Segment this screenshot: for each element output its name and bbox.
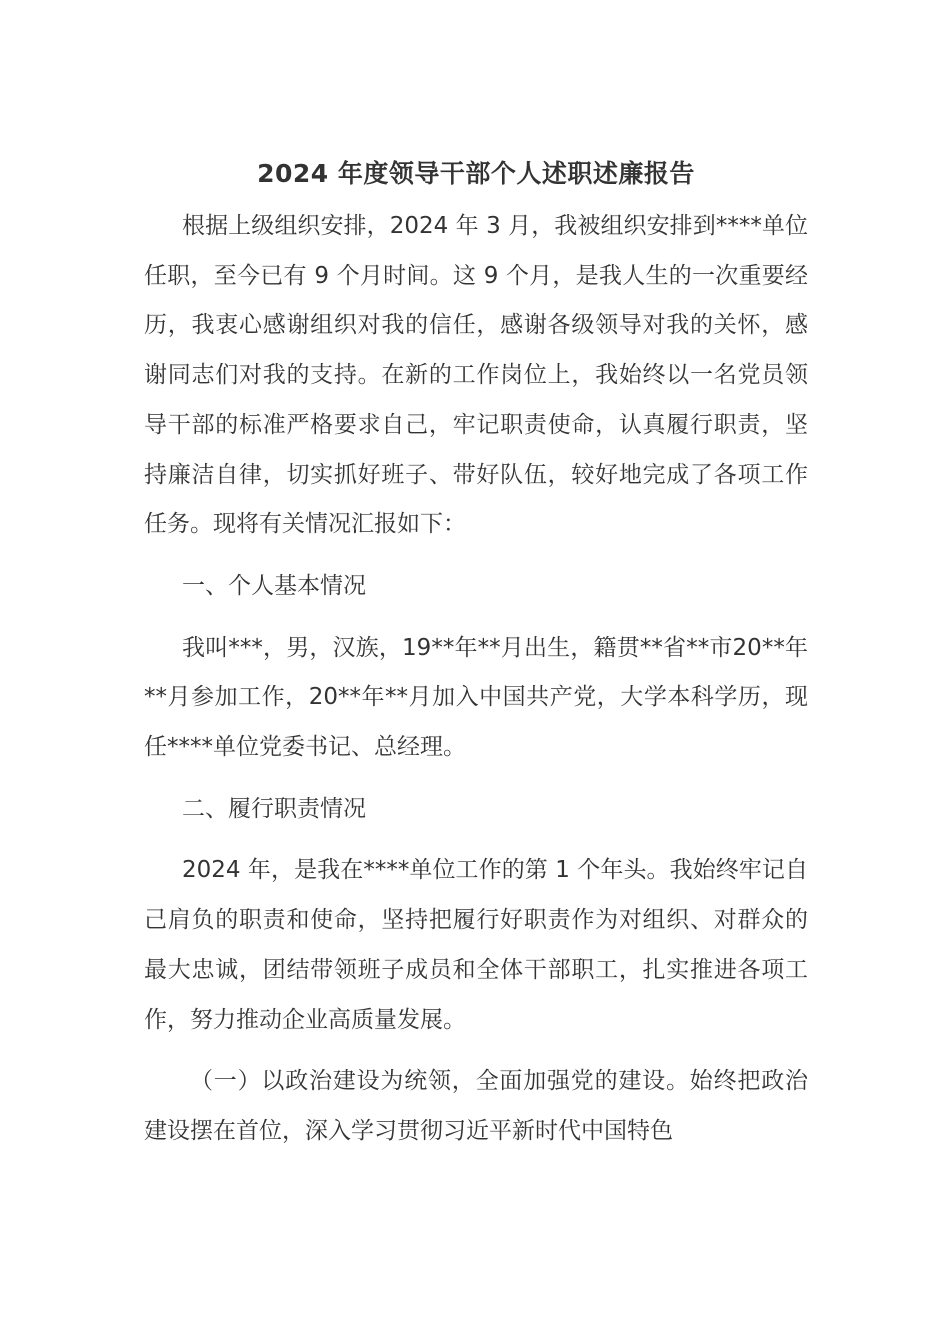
intro-paragraph: 根据上级组织安排，2024 年 3 月，我被组织安排到****单位任职，至今已有 9 个月时间。这 9 个月，是我人生的一次重要经历，我衷心感谢组织对我的信任，感谢各级领导对我的关怀，感谢同志们对我的支持。在新的工作岗位上，我始终以一名党员领导干部的标准严格要求自己，牢记职责使命，认真履行职责，坚持廉洁自律，切实抓好班子、带好队伍，较好地完成了各项工作任务。现将有关情况汇报如下： <box>144 213 808 538</box>
duties-paragraph: 2024 年，是我在****单位工作的第 1 个年头。我始终牢记自己肩负的职责和使命，坚持把履行好职责作为对组织、对群众的最大忠诚，团结带领班子成员和全体干部职工，扎实推进各项工作，努力推动企业高质量发展。 <box>144 857 808 1033</box>
section-heading-duties: 二、履行职责情况 <box>182 795 366 822</box>
document-body <box>144 150 808 1157</box>
political-building-paragraph: （一）以政治建设为统领，全面加强党的建设。始终把政治建设摆在首位，深入学习贯彻习近平新时代中国特色 <box>144 1068 808 1144</box>
personal-info-paragraph: 我叫***，男，汉族，19**年**月出生，籍贯**省**市20**年**月参加工作，20**年**月加入中国共产党，大学本科学历，现任****单位党委书记、总经理。 <box>144 634 808 761</box>
document-title: 2024 年度领导干部个人述职述廉报告 <box>257 159 695 188</box>
section-heading-personal-info: 一、个人基本情况 <box>182 572 366 599</box>
